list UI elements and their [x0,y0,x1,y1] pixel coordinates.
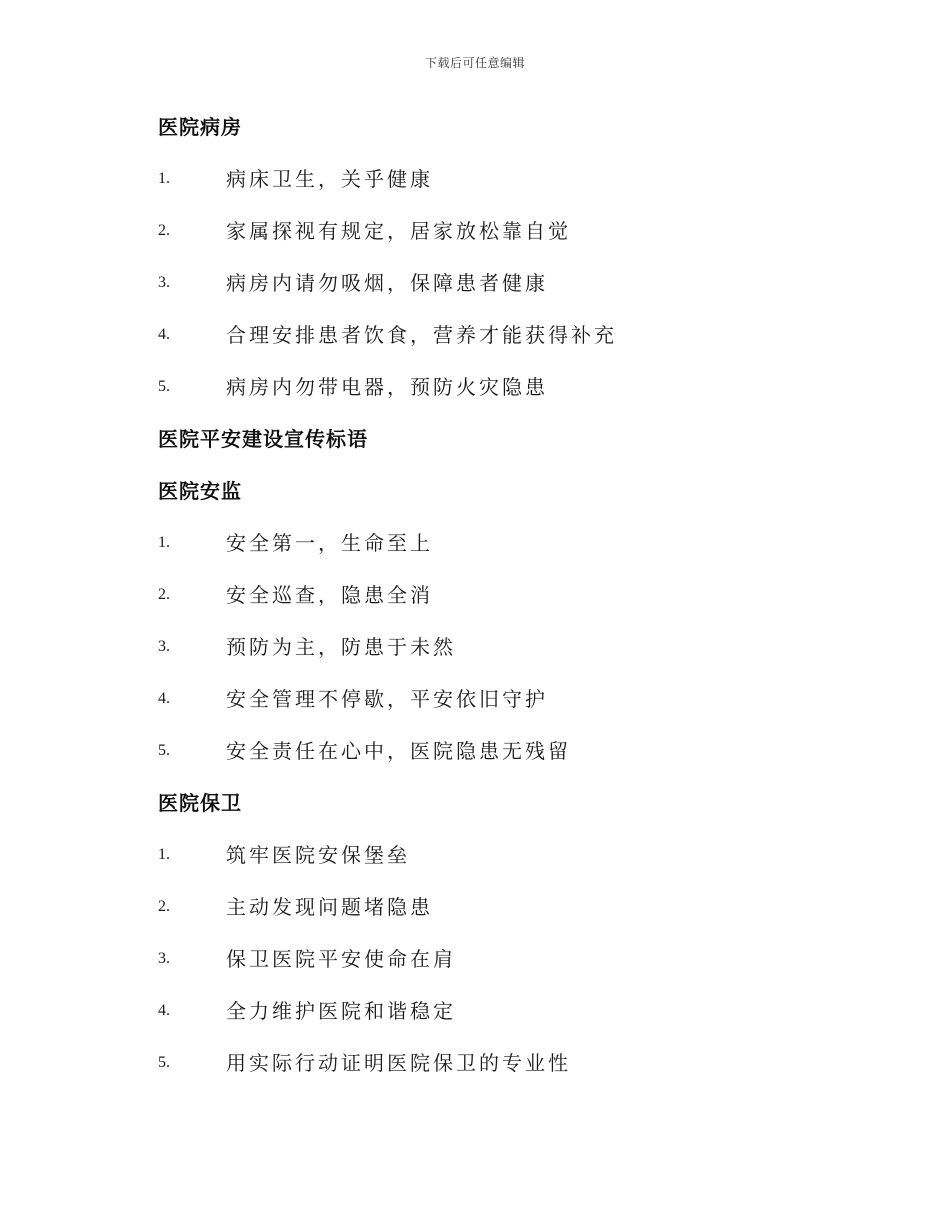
item-number: 4. [158,1002,170,1019]
item-number: 5. [158,742,170,759]
item-number: 2. [158,586,170,603]
item-text: 病房内勿带电器，预防火灾隐患 [226,375,548,399]
list-item [158,838,858,890]
item-number: 2. [158,898,170,915]
item-number: 1. [158,534,170,551]
section-title-security: 医院保卫 [158,791,242,815]
item-text: 安全巡查，隐患全消 [226,583,433,607]
list-item [158,994,858,1046]
item-number: 3. [158,950,170,967]
section-title-safety-supervision: 医院安监 [158,479,242,503]
item-text: 全力维护医院和谐稳定 [226,999,456,1023]
list-item [158,578,858,630]
list-item [158,266,858,318]
section-title-ward: 医院病房 [158,115,242,139]
item-number: 3. [158,638,170,655]
item-number: 5. [158,1054,170,1071]
item-text: 筑牢医院安保堡垒 [226,843,410,867]
item-number: 4. [158,690,170,707]
item-text: 合理安排患者饮食，营养才能获得补充 [226,323,617,347]
item-number: 4. [158,326,170,343]
list-item [158,630,858,682]
item-number: 1. [158,170,170,187]
section-title-safety-slogans: 医院平安建设宣传标语 [158,427,368,451]
list-item [158,682,858,734]
list-item [158,1046,858,1098]
item-text: 安全第一，生命至上 [226,531,433,555]
item-text: 病房内请勿吸烟，保障患者健康 [226,271,548,295]
item-text: 用实际行动证明医院保卫的专业性 [226,1051,571,1075]
document-content [158,110,858,1098]
item-text: 保卫医院平安使命在肩 [226,947,456,971]
list-item [158,526,858,578]
item-text: 主动发现问题堵隐患 [226,895,433,919]
list-item [158,734,858,786]
list-item [158,890,858,942]
list-item [158,318,858,370]
list-item [158,942,858,994]
list-item [158,370,858,422]
list-item [158,162,858,214]
list-item [158,214,858,266]
header-note: 下载后可任意编辑 [424,56,525,70]
item-text: 家属探视有规定，居家放松靠自觉 [226,219,571,243]
item-text: 预防为主，防患于未然 [226,635,456,659]
item-number: 1. [158,846,170,863]
item-text: 病床卫生，关乎健康 [226,167,433,191]
item-number: 2. [158,222,170,239]
item-text: 安全责任在心中，医院隐患无残留 [226,739,571,763]
item-text: 安全管理不停歇，平安依旧守护 [226,687,548,711]
item-number: 5. [158,378,170,395]
item-number: 3. [158,274,170,291]
